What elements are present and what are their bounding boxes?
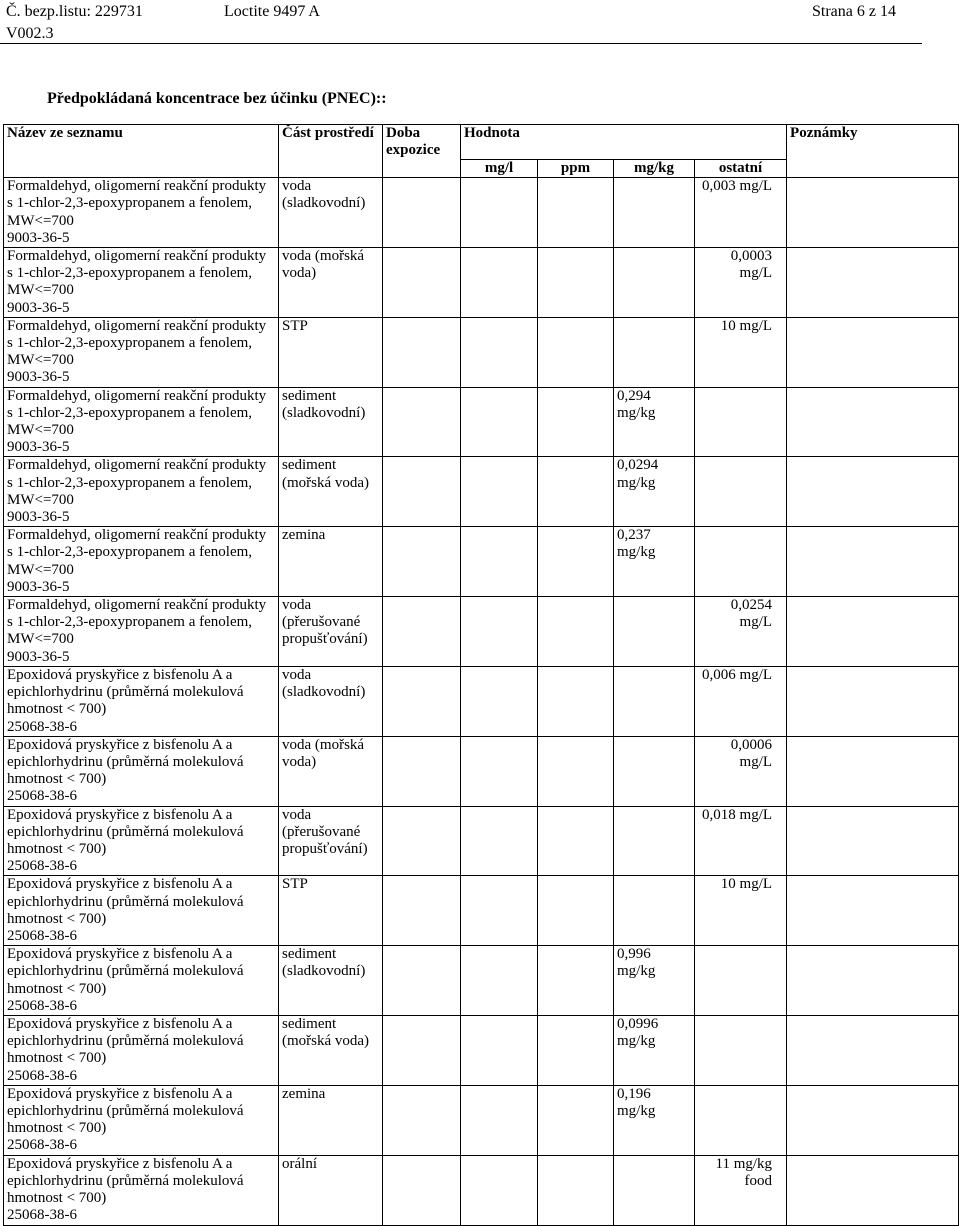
- cas-number: 25068-38-6: [7, 718, 77, 735]
- exposure-cell: [383, 736, 461, 806]
- env-cell: sediment (mořská voda): [279, 1015, 383, 1085]
- ppm-cell: [538, 806, 614, 876]
- other-cell: 0,018 mg/L: [695, 806, 787, 876]
- mgkg-cell: 0,196 mg/kg: [614, 1085, 695, 1155]
- page-number: Strana 6 z 14: [812, 3, 896, 20]
- exposure-cell: [383, 1155, 461, 1225]
- name-cell: [4, 666, 279, 736]
- other-cell: 11 mg/kg food: [695, 1155, 787, 1225]
- env-cell: voda (mořská voda): [279, 248, 383, 318]
- table-row: [4, 178, 959, 248]
- substance-name: Formaldehyd, oligomerní reakční produkty s 1-chlor-2,3-epoxypropanem a fenolem, MW<=700: [7, 387, 267, 439]
- name-cell: [4, 317, 279, 387]
- ppm-cell: [538, 876, 614, 946]
- notes-cell: [787, 527, 959, 597]
- substance-name: Epoxidová pryskyřice z bisfenolu A a epichlorhydrinu (průměrná molekulová hmotnost < 700): [7, 1015, 244, 1067]
- substance-name: Formaldehyd, oligomerní reakční produkty s 1-chlor-2,3-epoxypropanem a fenolem, MW<=700: [7, 527, 267, 578]
- mgl-cell: [461, 248, 538, 318]
- ppm-cell: [538, 597, 614, 667]
- table-row: [4, 946, 959, 1016]
- other-cell: [695, 946, 787, 1016]
- exposure-cell: [383, 248, 461, 318]
- mgl-cell: [461, 876, 538, 946]
- exposure-cell: [383, 317, 461, 387]
- name-cell: [4, 876, 279, 946]
- cas-number: 25068-38-6: [7, 997, 77, 1014]
- env-cell: voda (sladkovodní): [279, 178, 383, 248]
- cas-number: 25068-38-6: [7, 1067, 77, 1084]
- table-row: [4, 736, 959, 806]
- mgl-cell: [461, 806, 538, 876]
- env-cell: sediment (sladkovodní): [279, 387, 383, 457]
- col-header-mgkg: mg/kg: [614, 160, 695, 178]
- mgkg-cell: [614, 736, 695, 806]
- other-cell: 0,0006 mg/L: [695, 736, 787, 806]
- ppm-cell: [538, 248, 614, 318]
- table-body: [4, 178, 959, 1225]
- ppm-cell: [538, 1155, 614, 1225]
- other-cell: 10 mg/L: [695, 317, 787, 387]
- table-row: [4, 248, 959, 318]
- table-row: [4, 666, 959, 736]
- notes-cell: [787, 736, 959, 806]
- other-cell: 0,006 mg/L: [695, 666, 787, 736]
- cas-number: 9003-36-5: [7, 578, 70, 595]
- mgl-cell: [461, 527, 538, 597]
- mgl-cell: [461, 736, 538, 806]
- mgl-cell: [461, 666, 538, 736]
- exposure-cell: [383, 178, 461, 248]
- notes-cell: [787, 317, 959, 387]
- name-cell: [4, 1015, 279, 1085]
- exposure-cell: [383, 946, 461, 1016]
- col-header-mgl: mg/l: [461, 160, 538, 178]
- cas-number: 9003-36-5: [7, 509, 70, 526]
- mgkg-cell: 0,237 mg/kg: [614, 527, 695, 597]
- notes-cell: [787, 457, 959, 527]
- table-row: [4, 387, 959, 457]
- substance-name: Formaldehyd, oligomerní reakční produkty s 1-chlor-2,3-epoxypropanem a fenolem, MW<=700: [7, 178, 267, 229]
- cas-number: 25068-38-6: [7, 788, 77, 805]
- table-row: [4, 597, 959, 667]
- version: V002.3: [6, 25, 54, 42]
- notes-cell: [787, 387, 959, 457]
- notes-cell: [787, 248, 959, 318]
- name-cell: [4, 736, 279, 806]
- notes-cell: [787, 946, 959, 1016]
- substance-name: Epoxidová pryskyřice z bisfenolu A a epichlorhydrinu (průměrná molekulová hmotnost < 700): [7, 806, 244, 857]
- other-cell: [695, 457, 787, 527]
- exposure-cell: [383, 527, 461, 597]
- env-cell: voda (mořská voda): [279, 736, 383, 806]
- notes-cell: [787, 666, 959, 736]
- env-cell: voda (přerušované propušťování): [279, 806, 383, 876]
- name-cell: [4, 806, 279, 876]
- other-cell: 10 mg/L: [695, 876, 787, 946]
- name-cell: [4, 1085, 279, 1155]
- ppm-cell: [538, 1015, 614, 1085]
- exposure-cell: [383, 876, 461, 946]
- cas-number: 25068-38-6: [7, 1137, 77, 1154]
- ppm-cell: [538, 317, 614, 387]
- pnec-table: [3, 124, 959, 1226]
- notes-cell: [787, 1155, 959, 1225]
- ppm-cell: [538, 387, 614, 457]
- ppm-cell: [538, 736, 614, 806]
- other-cell: [695, 527, 787, 597]
- mgl-cell: [461, 317, 538, 387]
- cas-number: 25068-38-6: [7, 858, 77, 875]
- mgkg-cell: [614, 597, 695, 667]
- table-row: [4, 457, 959, 527]
- table-row: [4, 1085, 959, 1155]
- name-cell: [4, 1155, 279, 1225]
- sds-number: Č. bezp.listu: 229731: [6, 3, 143, 20]
- product-name: Loctite 9497 A: [224, 3, 320, 20]
- substance-name: Epoxidová pryskyřice z bisfenolu A a epichlorhydrinu (průměrná molekulová hmotnost < 700): [7, 1155, 244, 1206]
- substance-name: Formaldehyd, oligomerní reakční produkty s 1-chlor-2,3-epoxypropanem a fenolem, MW<=700: [7, 317, 267, 369]
- env-cell: voda (přerušované propušťování): [279, 597, 383, 667]
- other-cell: 0,0254 mg/L: [695, 597, 787, 667]
- substance-name: Formaldehyd, oligomerní reakční produkty s 1-chlor-2,3-epoxypropanem a fenolem, MW<=700: [7, 597, 267, 648]
- ppm-cell: [538, 457, 614, 527]
- other-cell: 0,0003 mg/L: [695, 248, 787, 318]
- mgkg-cell: 0,294 mg/kg: [614, 387, 695, 457]
- name-cell: [4, 946, 279, 1016]
- mgkg-cell: [614, 178, 695, 248]
- substance-name: Epoxidová pryskyřice z bisfenolu A a epichlorhydrinu (průměrná molekulová hmotnost < 700): [7, 666, 244, 718]
- mgl-cell: [461, 457, 538, 527]
- substance-name: Epoxidová pryskyřice z bisfenolu A a epichlorhydrinu (průměrná molekulová hmotnost < 700): [7, 1085, 244, 1137]
- other-cell: [695, 387, 787, 457]
- ppm-cell: [538, 1085, 614, 1155]
- env-cell: sediment (mořská voda): [279, 457, 383, 527]
- env-cell: orální: [279, 1155, 383, 1225]
- env-cell: STP: [279, 876, 383, 946]
- env-cell: zemina: [279, 527, 383, 597]
- col-header-exposure: Doba expozice: [383, 125, 461, 178]
- cas-number: 9003-36-5: [7, 229, 70, 246]
- name-cell: [4, 457, 279, 527]
- env-cell: sediment (sladkovodní): [279, 946, 383, 1016]
- name-cell: [4, 597, 279, 667]
- table-row: [4, 527, 959, 597]
- exposure-cell: [383, 666, 461, 736]
- ppm-cell: [538, 946, 614, 1016]
- exposure-cell: [383, 806, 461, 876]
- cas-number: 9003-36-5: [7, 648, 70, 665]
- notes-cell: [787, 1015, 959, 1085]
- notes-cell: [787, 806, 959, 876]
- notes-cell: [787, 876, 959, 946]
- mgkg-cell: [614, 806, 695, 876]
- substance-name: Formaldehyd, oligomerní reakční produkty s 1-chlor-2,3-epoxypropanem a fenolem, MW<=700: [7, 457, 267, 508]
- col-header-notes: Poznámky: [787, 125, 959, 178]
- mgkg-cell: [614, 317, 695, 387]
- name-cell: [4, 527, 279, 597]
- exposure-cell: [383, 457, 461, 527]
- table-row: [4, 806, 959, 876]
- table-row: [4, 1155, 959, 1225]
- col-header-ppm: ppm: [538, 160, 614, 178]
- notes-cell: [787, 597, 959, 667]
- mgl-cell: [461, 946, 538, 1016]
- env-cell: STP: [279, 317, 383, 387]
- mgl-cell: [461, 1085, 538, 1155]
- cas-number: 9003-36-5: [7, 369, 70, 386]
- mgkg-cell: [614, 666, 695, 736]
- cas-number: 9003-36-5: [7, 439, 70, 456]
- other-cell: [695, 1085, 787, 1155]
- cas-number: 25068-38-6: [7, 927, 77, 944]
- ppm-cell: [538, 178, 614, 248]
- notes-cell: [787, 1085, 959, 1155]
- substance-name: Epoxidová pryskyřice z bisfenolu A a epichlorhydrinu (průměrná molekulová hmotnost < 700): [7, 876, 244, 927]
- other-cell: [695, 1015, 787, 1085]
- env-cell: voda (sladkovodní): [279, 666, 383, 736]
- mgkg-cell: 0,0996 mg/kg: [614, 1015, 695, 1085]
- name-cell: [4, 387, 279, 457]
- notes-cell: [787, 178, 959, 248]
- name-cell: [4, 178, 279, 248]
- ppm-cell: [538, 527, 614, 597]
- env-cell: zemina: [279, 1085, 383, 1155]
- mgkg-cell: [614, 248, 695, 318]
- cas-number: 9003-36-5: [7, 299, 70, 316]
- table-row: [4, 1015, 959, 1085]
- col-header-name: Název ze seznamu: [4, 125, 279, 178]
- exposure-cell: [383, 597, 461, 667]
- substance-name: Epoxidová pryskyřice z bisfenolu A a epichlorhydrinu (průměrná molekulová hmotnost < 700): [7, 946, 244, 997]
- section-title: Předpokládaná koncentrace bez účinku (PNEC)::: [47, 90, 387, 107]
- exposure-cell: [383, 1015, 461, 1085]
- substance-name: Formaldehyd, oligomerní reakční produkty s 1-chlor-2,3-epoxypropanem a fenolem, MW<=700: [7, 248, 267, 299]
- mgl-cell: [461, 597, 538, 667]
- substance-name: Epoxidová pryskyřice z bisfenolu A a epichlorhydrinu (průměrná molekulová hmotnost < 700): [7, 736, 244, 788]
- mgl-cell: [461, 1015, 538, 1085]
- mgl-cell: [461, 178, 538, 248]
- mgkg-cell: [614, 876, 695, 946]
- ppm-cell: [538, 666, 614, 736]
- col-header-env: Část prostředí: [279, 125, 383, 178]
- exposure-cell: [383, 1085, 461, 1155]
- mgkg-cell: 0,996 mg/kg: [614, 946, 695, 1016]
- mgl-cell: [461, 387, 538, 457]
- cas-number: 25068-38-6: [7, 1207, 77, 1224]
- col-header-other: ostatní: [695, 160, 787, 178]
- table-row: [4, 876, 959, 946]
- exposure-cell: [383, 387, 461, 457]
- col-header-value: Hodnota: [461, 125, 787, 160]
- name-cell: [4, 248, 279, 318]
- other-cell: 0,003 mg/L: [695, 178, 787, 248]
- mgkg-cell: 0,0294 mg/kg: [614, 457, 695, 527]
- header-divider: [0, 43, 922, 44]
- mgl-cell: [461, 1155, 538, 1225]
- mgkg-cell: [614, 1155, 695, 1225]
- table-row: [4, 317, 959, 387]
